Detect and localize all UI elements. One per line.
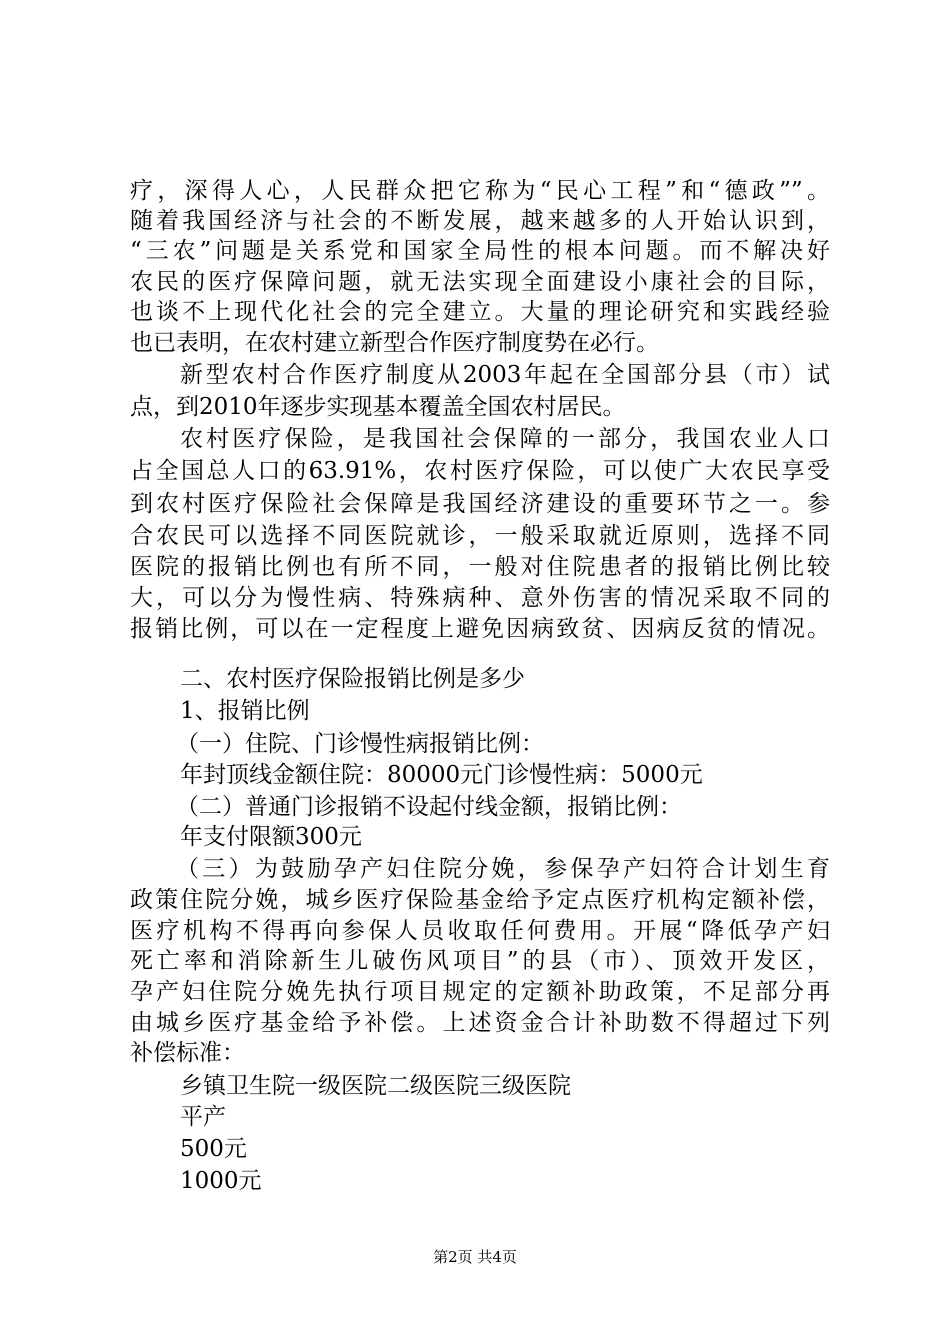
paragraph-line: 年封顶线金额住院：80000元门诊慢性病：5000元 bbox=[180, 762, 703, 788]
paragraph-line: 医院的报销比例也有所不同，一般对住院患者的报销比例比较 bbox=[130, 554, 830, 580]
paragraph-line: （二）普通门诊报销不设起付线金额，报销比例： bbox=[176, 794, 682, 820]
paragraph-line: 农民的医疗保障问题，就无法实现全面建设小康社会的目际， bbox=[130, 269, 830, 295]
paragraph-line: 到农村医疗保险社会保障是我国经济建设的重要环节之一。参 bbox=[130, 491, 830, 517]
paragraph-line: 新型农村合作医疗制度从2003年起在全国部分县（市）试 bbox=[180, 362, 830, 388]
paragraph-line: 医疗机构不得再向参保人员收取任何费用。开展“降低孕产妇 bbox=[130, 918, 830, 944]
paragraph-line: 死亡率和消除新生儿破伤风项目”的县（市）、顶效开发区， bbox=[130, 948, 830, 974]
paragraph-line: 随着我国经济与社会的不断发展，越来越多的人开始认识到， bbox=[130, 208, 830, 234]
paragraph-line: 也谈不上现代化社会的完全建立。大量的理论研究和实践经验 bbox=[130, 299, 830, 325]
paragraph-line: 也已表明，在农村建立新型合作医疗制度势在必行。 bbox=[130, 330, 659, 356]
table-header-row: 乡镇卫生院一级医院二级医院三级医院 bbox=[180, 1073, 571, 1099]
paragraph-line: 报销比例，可以在一定程度上避免因病致贫、因病反贫的情况。 bbox=[130, 616, 830, 642]
subsection-heading: 1、报销比例 bbox=[180, 698, 310, 724]
paragraph-line: （一）住院、门诊慢性病报销比例： bbox=[176, 731, 544, 757]
paragraph-line: 补偿标准： bbox=[130, 1040, 245, 1066]
page-footer: 第2页 共4页 bbox=[433, 1248, 517, 1266]
table-cell: 500元 bbox=[180, 1136, 247, 1162]
paragraph-line: 疗，深得人心，人民群众把它称为“民心工程”和“德政””。 bbox=[130, 178, 830, 204]
paragraph-line: （三）为鼓励孕产妇住院分娩，参保孕产妇符合计划生育 bbox=[176, 856, 830, 882]
paragraph-line: 年支付限额300元 bbox=[180, 824, 362, 850]
section-heading: 二、农村医疗保险报销比例是多少 bbox=[180, 666, 525, 692]
paragraph-line: 大，可以分为慢性病、特殊病种、意外伤害的情况采取不同的 bbox=[130, 585, 830, 611]
table-cell: 平产 bbox=[180, 1104, 226, 1130]
paragraph-line: 农村医疗保险，是我国社会保障的一部分，我国农业人口 bbox=[180, 426, 830, 452]
paragraph-line: 由城乡医疗基金给予补偿。上述资金合计补助数不得超过下列 bbox=[130, 1010, 830, 1036]
table-cell: 1000元 bbox=[180, 1168, 262, 1194]
paragraph-line: 孕产妇住院分娩先执行项目规定的定额补助政策，不足部分再 bbox=[130, 979, 830, 1005]
paragraph-line: “三农”问题是关系党和国家全局性的根本问题。而不解决好 bbox=[130, 238, 830, 264]
paragraph-line: 政策住院分娩，城乡医疗保险基金给予定点医疗机构定额补偿， bbox=[130, 887, 830, 913]
paragraph-line: 点，到2010年逐步实现基本覆盖全国农村居民。 bbox=[130, 394, 626, 420]
paragraph-line: 占全国总人口的63.91%，农村医疗保险，可以使广大农民享受 bbox=[130, 458, 830, 484]
paragraph-line: 合农民可以选择不同医院就诊，一般采取就近原则，选择不同 bbox=[130, 523, 830, 549]
